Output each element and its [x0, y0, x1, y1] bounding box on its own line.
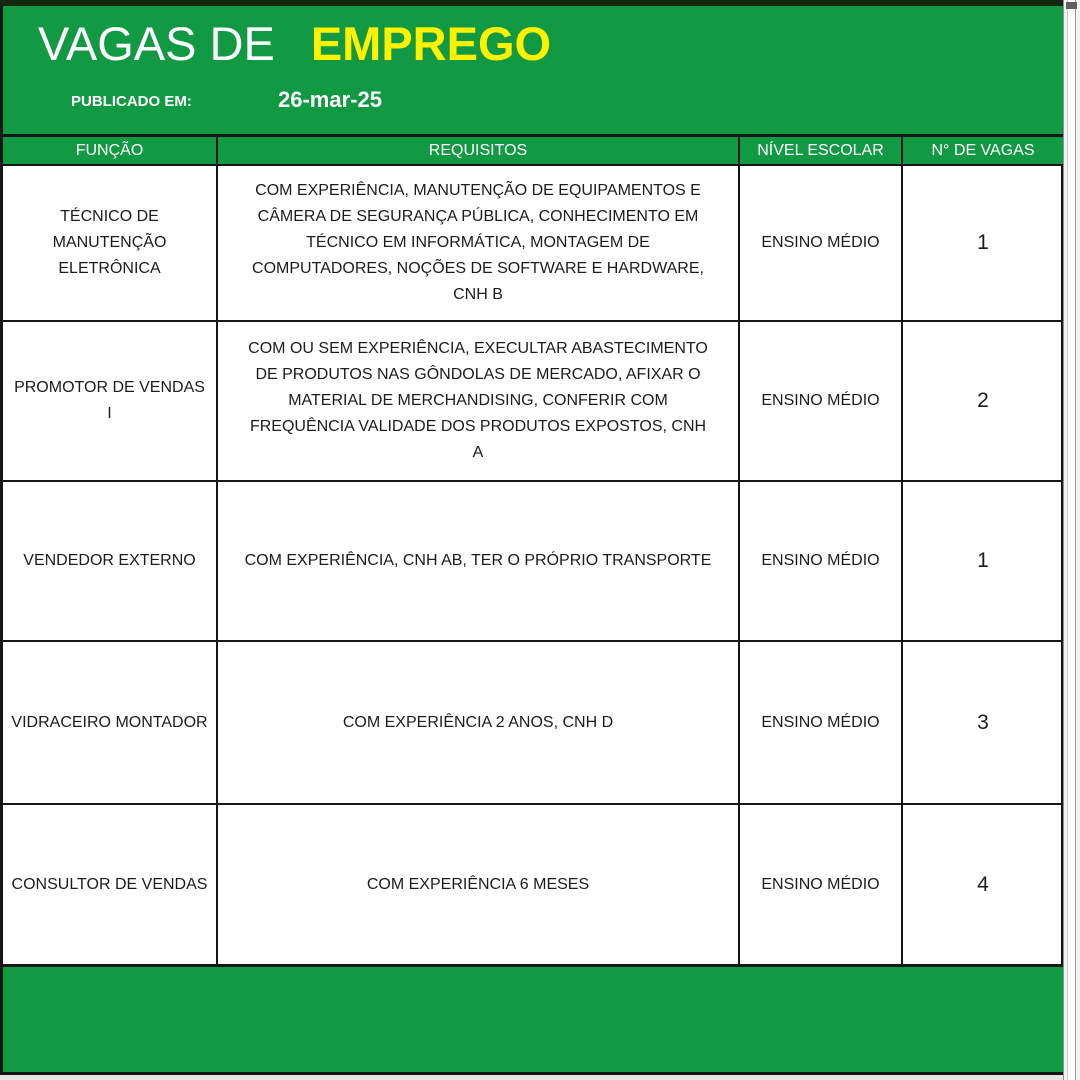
cell-requisitos: COM OU SEM EXPERIÊNCIA, EXECULTAR ABASTECIMENTO DE PRODUTOS NAS GÔNDOLAS DE MERCADO, AFIXAR O MATERIAL DE MERCHANDISING, CONFERIR COM FREQUÊNCIA VALIDADE DOS PRODUTOS EXPOSTOS, CNH A — [216, 322, 738, 480]
vertical-scrollbar[interactable] — [1063, 0, 1080, 1080]
bottom-edge — [0, 1075, 1063, 1080]
banner — [0, 6, 1063, 134]
title-white: VAGAS DE — [38, 17, 275, 70]
title-yellow: EMPREGO — [310, 17, 552, 70]
cell-requisitos: COM EXPERIÊNCIA 2 ANOS, CNH D — [216, 642, 738, 803]
cell-num-vagas: 1 — [901, 166, 1063, 320]
table-row — [0, 642, 1063, 805]
cell-num-vagas: 3 — [901, 642, 1063, 803]
cell-nivel-escolar: ENSINO MÉDIO — [738, 642, 901, 803]
cell-nivel-escolar: ENSINO MÉDIO — [738, 482, 901, 640]
page-title — [38, 18, 551, 70]
col-header-nivel-escolar: NÍVEL ESCOLAR — [738, 137, 901, 164]
published-date: 26-mar-25 — [278, 87, 382, 112]
cell-nivel-escolar: ENSINO MÉDIO — [738, 805, 901, 964]
cell-funcao: CONSULTOR DE VENDAS — [11, 875, 208, 893]
col-header-funcao: FUNÇÃO — [75, 141, 144, 159]
col-header-requisitos: REQUISITOS — [216, 137, 738, 164]
table-row — [0, 166, 1063, 322]
cell-num-vagas: 4 — [901, 805, 1063, 964]
table-row — [0, 322, 1063, 482]
scrollbar-track[interactable] — [1067, 0, 1076, 1080]
cell-nivel-escolar: ENSINO MÉDIO — [738, 166, 901, 320]
cell-funcao: TÉCNICO DE MANUTENÇÃO ELETRÔNICA — [52, 208, 167, 277]
col-header-num-vagas: N° DE VAGAS — [901, 137, 1063, 164]
cell-nivel-escolar: ENSINO MÉDIO — [738, 322, 901, 480]
scrollbar-top-cap[interactable] — [1066, 2, 1077, 9]
cell-requisitos: COM EXPERIÊNCIA 6 MESES — [216, 805, 738, 964]
cell-requisitos: COM EXPERIÊNCIA, CNH AB, TER O PRÓPRIO TRANSPORTE — [216, 482, 738, 640]
cell-funcao: VIDRACEIRO MONTADOR — [11, 713, 208, 731]
cell-requisitos: COM EXPERIÊNCIA, MANUTENÇÃO DE EQUIPAMENTOS E CÂMERA DE SEGURANÇA PÚBLICA, CONHECIMENTO EM TÉCNICO EM INFORMÁTICA, MONTAGEM DE COMPUTADORES, NOÇÕES DE SOFTWARE E HARDWARE, CNH B — [216, 166, 738, 320]
table-row — [0, 482, 1063, 642]
cell-funcao: PROMOTOR DE VENDAS I — [14, 379, 205, 422]
cell-num-vagas: 2 — [901, 322, 1063, 480]
published-label: PUBLICADO EM: — [71, 93, 192, 110]
table-header-row — [0, 134, 1063, 166]
cell-funcao: VENDEDOR EXTERNO — [23, 552, 196, 569]
footer-band — [0, 967, 1063, 1075]
cell-num-vagas: 1 — [901, 482, 1063, 640]
table-row — [0, 805, 1063, 967]
